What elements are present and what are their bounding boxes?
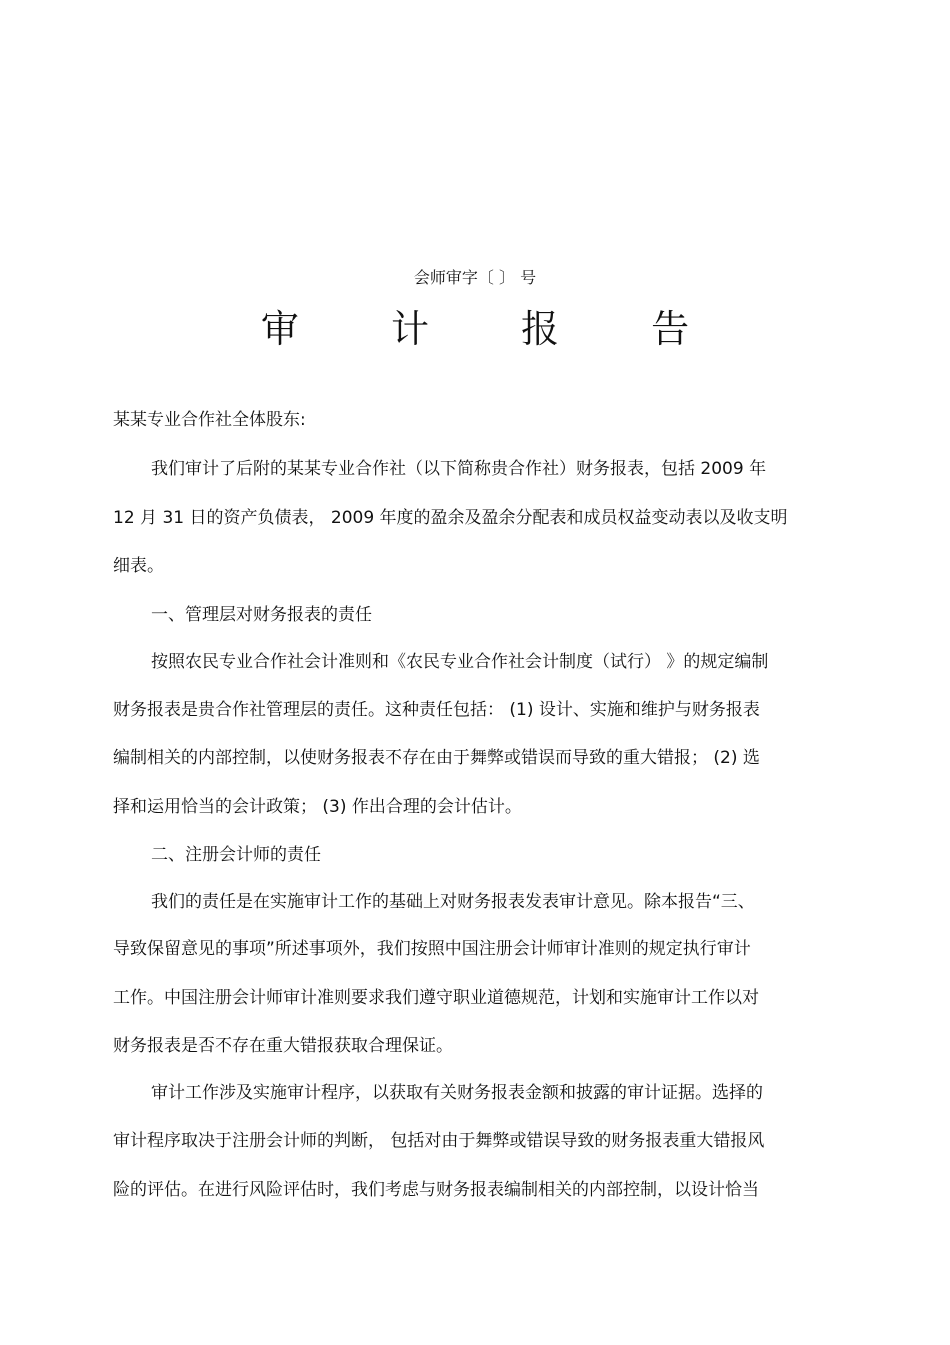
addressee: 某某专业合作社全体股东: — [113, 410, 306, 430]
paragraph-line: 编制相关的内部控制，以使财务报表不存在由于舞弊或错误而导致的重大错报； (2) 选 — [113, 748, 760, 768]
paragraph-line: 险的评估。在进行风险评估时，我们考虑与财务报表编制相关的内部控制，以设计恰当 — [113, 1180, 759, 1200]
paragraph-line: 按照农民专业合作社会计准则和《农民专业合作社会计制度（试行） 》的规定编制 — [151, 652, 769, 672]
paragraph-line: 12 月 31 日的资产负债表， 2009 年度的盈余及盈余分配表和成员权益变动表以及收支明 — [113, 508, 788, 528]
paragraph-line: 财务报表是贵合作社管理层的责任。这种责任包括： (1) 设计、实施和维护与财务报表 — [113, 700, 760, 720]
paragraph-line: 审计工作涉及实施审计程序，以获取有关财务报表金额和披露的审计证据。选择的 — [151, 1083, 763, 1103]
section-heading: 二、注册会计师的责任 — [151, 845, 321, 865]
paragraph-line: 细表。 — [113, 556, 164, 576]
paragraph-line: 财务报表是否不存在重大错报获取合理保证。 — [113, 1036, 453, 1056]
paragraph-line: 择和运用恰当的会计政策； (3) 作出合理的会计估计。 — [113, 797, 522, 817]
paragraph-line: 我们的责任是在实施审计工作的基础上对财务报表发表审计意见。除本报告“三、 — [151, 892, 755, 912]
paragraph-line: 我们审计了后附的某某专业合作社（以下简称贵合作社）财务报表，包括 2009 年 — [151, 459, 767, 479]
paragraph-line: 导致保留意见的事项”所述事项外，我们按照中国注册会计师审计准则的规定执行审计 — [113, 939, 751, 959]
document-title: 审 计 报 告 — [260, 307, 730, 351]
reference-number: 会师审字〔 〕 号 — [413, 268, 537, 287]
paragraph-line: 工作。中国注册会计师审计准则要求我们遵守职业道德规范，计划和实施审计工作以对 — [113, 988, 759, 1008]
section-heading: 一、管理层对财务报表的责任 — [151, 605, 372, 625]
paragraph-line: 审计程序取决于注册会计师的判断， 包括对由于舞弊或错误导致的财务报表重大错报风 — [113, 1131, 765, 1151]
